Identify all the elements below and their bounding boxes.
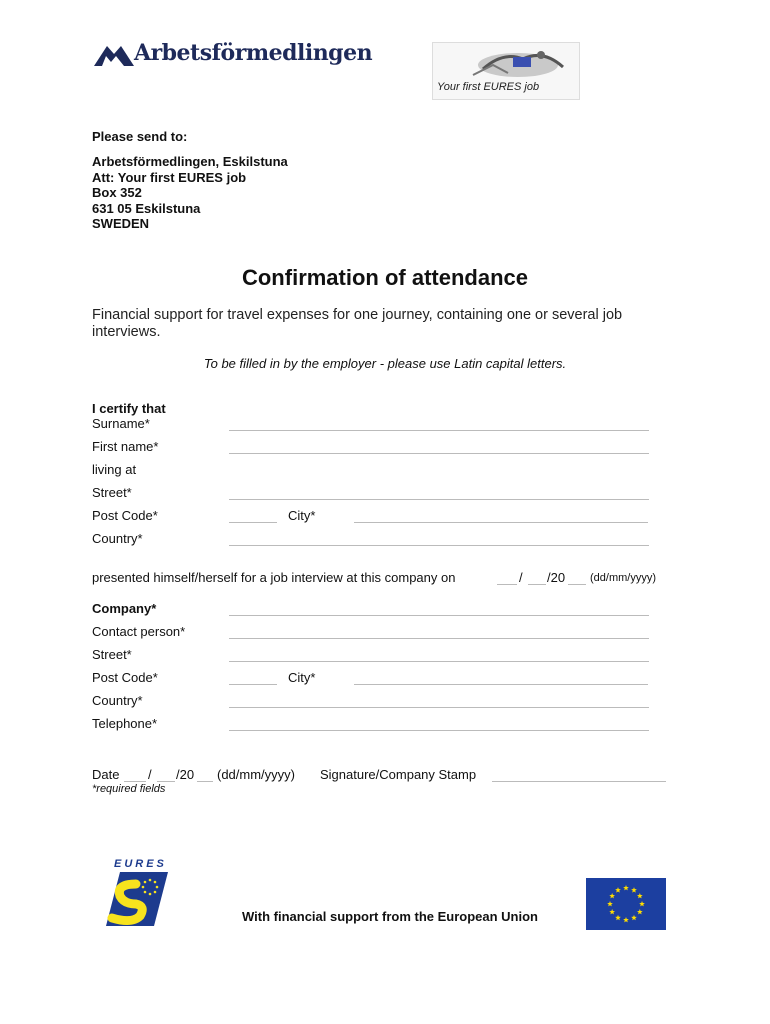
surname-input[interactable] — [229, 430, 649, 431]
company-post-code-label: Post Code* — [92, 670, 158, 685]
surname-label: Surname* — [92, 416, 150, 431]
interview-statement: presented himself/herself for a job interview at this company on — [92, 570, 456, 585]
signature-stamp-label: Signature/Company Stamp — [320, 767, 477, 782]
campaign-figure-icon — [463, 45, 573, 81]
company-country-label: Country* — [92, 693, 143, 708]
address-line: SWEDEN — [92, 216, 150, 231]
company-city-label: City* — [288, 670, 316, 685]
eures-job-campaign-logo — [432, 42, 580, 100]
living-at-label: living at — [92, 462, 137, 477]
campaign-logo-text: Your first EURES job — [437, 81, 540, 93]
arbetsformedlingen-wordmark: Arbetsförmedlingen — [134, 40, 373, 66]
company-street-label: Street* — [92, 647, 132, 662]
send-to-label: Please send to: — [92, 129, 188, 144]
signature-year-input[interactable] — [197, 781, 213, 782]
city-input[interactable] — [354, 522, 648, 523]
address-line: Att: Your first EURES job — [92, 169, 247, 185]
eu-star-icon — [623, 885, 629, 890]
arbetsformedlingen-logo — [94, 40, 373, 72]
first-name-input[interactable] — [229, 453, 649, 454]
eu-star-icon — [615, 887, 621, 892]
eu-star-icon — [637, 909, 643, 914]
intro-text: Financial support for travel expenses for one journey, containing one or several job interviews. — [92, 307, 623, 340]
address-line: Arbetsförmedlingen, Eskilstuna — [92, 154, 288, 169]
company-city-input[interactable] — [354, 684, 648, 685]
eu-star-icon — [609, 909, 615, 914]
country-label: Country* — [92, 531, 143, 546]
telephone-input[interactable] — [229, 730, 649, 731]
date-label: Date — [92, 767, 120, 782]
eu-star-icon — [631, 915, 637, 920]
eu-star-icon — [615, 915, 621, 920]
contact-person-input[interactable] — [229, 638, 649, 639]
eures-symbol-icon — [106, 870, 170, 928]
eu-star-icon — [639, 901, 645, 906]
signature-day-input[interactable] — [124, 781, 146, 782]
eu-flag — [586, 878, 666, 930]
company-post-code-input[interactable] — [229, 684, 277, 685]
interview-day-input[interactable] — [497, 584, 517, 585]
interview-date-format: (dd/mm/yyyy) — [590, 572, 656, 584]
signature-date-format: (dd/mm/yyyy) — [217, 767, 295, 782]
address-block — [92, 154, 288, 232]
company-country-input[interactable] — [229, 707, 649, 708]
company-street-input[interactable] — [229, 661, 649, 662]
eu-star-icon — [609, 893, 615, 898]
address-line: Box 352 — [92, 185, 142, 200]
certify-heading: I certify that — [92, 401, 166, 416]
interview-month-input[interactable] — [528, 584, 546, 585]
interview-year-input[interactable] — [568, 584, 586, 585]
post-code-label: Post Code* — [92, 508, 158, 523]
eures-logo-text: EURES — [114, 858, 167, 870]
page-title: Confirmation of attendance — [241, 265, 528, 290]
country-input[interactable] — [229, 545, 649, 546]
required-fields-note: *required fields — [92, 783, 166, 795]
interview-date-slash: / — [519, 570, 523, 585]
address-line: 631 05 Eskilstuna — [92, 200, 201, 216]
interview-year-prefix: /20 — [547, 570, 566, 585]
signature-year-prefix: /20 — [176, 767, 195, 782]
arbetsformedlingen-mark-icon — [94, 44, 134, 66]
instruction-text: To be filled in by the employer - please use Latin capital letters. — [203, 356, 567, 371]
telephone-label: Telephone* — [92, 716, 158, 731]
post-code-input[interactable] — [229, 522, 277, 523]
company-label: Company* — [92, 601, 157, 616]
first-name-label: First name* — [92, 439, 159, 454]
eu-star-icon — [623, 917, 629, 922]
eu-star-icon — [607, 901, 613, 906]
street-label: Street* — [92, 485, 132, 500]
city-label: City* — [288, 508, 316, 523]
street-input[interactable] — [229, 499, 649, 500]
eures-logo — [106, 858, 170, 928]
signature-date-slash: / — [148, 767, 152, 782]
signature-input[interactable] — [492, 781, 666, 782]
company-input[interactable] — [229, 615, 649, 616]
signature-month-input[interactable] — [157, 781, 175, 782]
eu-star-icon — [631, 887, 637, 892]
eu-stars-icon — [586, 878, 666, 930]
eu-star-icon — [637, 893, 643, 898]
eu-support-text: With financial support from the European Union — [242, 909, 538, 924]
contact-person-label: Contact person* — [92, 624, 186, 639]
